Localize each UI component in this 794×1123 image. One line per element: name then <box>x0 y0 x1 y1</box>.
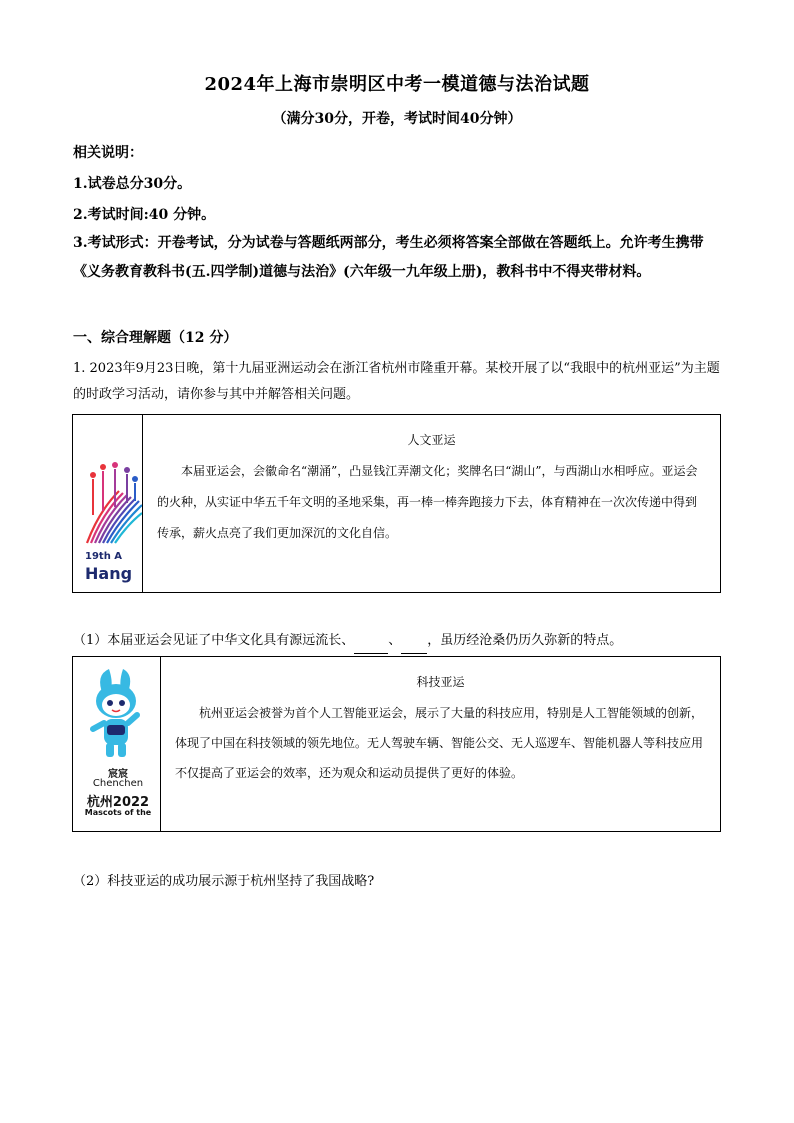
mascot-image <box>73 657 161 831</box>
question-1-1-sep: 、 <box>388 633 402 648</box>
question-1-1-suffix: ，虽历经沧桑仍历久弥新的特点。 <box>427 633 623 648</box>
material-title: 人文亚运 <box>407 433 456 447</box>
question-1-2: （2）科技亚运的成功展示源于杭州坚持了我国战略? <box>73 874 375 889</box>
instruction-item-2: 2.考试时间:40 分钟。 <box>73 207 216 223</box>
tech-title: 科技亚运 <box>416 675 465 689</box>
question-1-intro: 1. 2023年9月23日晚，第十九届亚洲运动会在浙江省杭州市隆重开幕。某校开展了以“我眼中的杭州亚运”为主题的时政学习活动，请你参与其中并解答相关问题。 <box>73 361 720 402</box>
material-body: 本届亚运会，会徽命名“潮涌”，凸显钱江弄潮文化；奖牌名曰“湖山”，与西湖山水相呼应。亚运会的火种，从实证中华五千年文明的圣地采集，再一棒一棒奔跑接力下去，体育精神在一次次传递中得到传承，薪火点亮了我们更加深沉的文化自信。 <box>157 464 698 540</box>
answer-blank-1[interactable] <box>354 639 388 654</box>
asian-games-logo <box>73 415 143 592</box>
section-heading: 一、综合理解题（12 分） <box>73 330 238 346</box>
page-title: 2024年上海市崇明区中考一模道德与法治试题 <box>204 74 590 95</box>
logo-caption-line1: 19th A <box>85 551 123 562</box>
instruction-item-3: 3.考试形式：开卷考试，分为试卷与答题纸两部分，考生必须将答案全部做在答题纸上。允许考生携带《义务教育教科书(五.四学制)道德与法治》(六年级一九年级上册)，教科书中不得夹带材料。 <box>73 235 704 280</box>
question-1-1 <box>73 628 723 654</box>
question-1-1-prefix: （1）本届亚运会见证了中华文化具有源远流长、 <box>73 633 355 648</box>
mascot-name-en: Chenchen <box>92 778 144 789</box>
mascot-icon <box>73 665 160 765</box>
answer-blank-2[interactable] <box>401 639 427 654</box>
mascot-name-cn: 宸宸 <box>108 769 128 780</box>
material-box-tech <box>72 656 721 832</box>
tech-body: 杭州亚运会被誉为首个人工智能亚运会，展示了大量的科技应用，特别是人工智能领域的创新，体现了中国在科技领域的领先地位。无人驾驶车辆、智能公交、无人巡逻车、智能机器人等科技应用不仅提高了亚运会的效率，还为观众和运动员提供了更好的体验。 <box>175 706 704 780</box>
instruction-item-1: 1.试卷总分30分。 <box>73 176 192 192</box>
tech-text-cell <box>161 657 720 831</box>
instructions-heading: 相关说明： <box>73 145 143 161</box>
page-subtitle: （满分30分，开卷，考试时间40分钟） <box>272 111 522 127</box>
mascot-brand: 杭州2022 <box>86 795 150 810</box>
material-box-culture <box>72 414 721 593</box>
mascot-caption: Mascots of the <box>84 808 152 817</box>
material-text-cell <box>143 415 720 592</box>
logo-caption-line2: Hang <box>85 564 133 583</box>
